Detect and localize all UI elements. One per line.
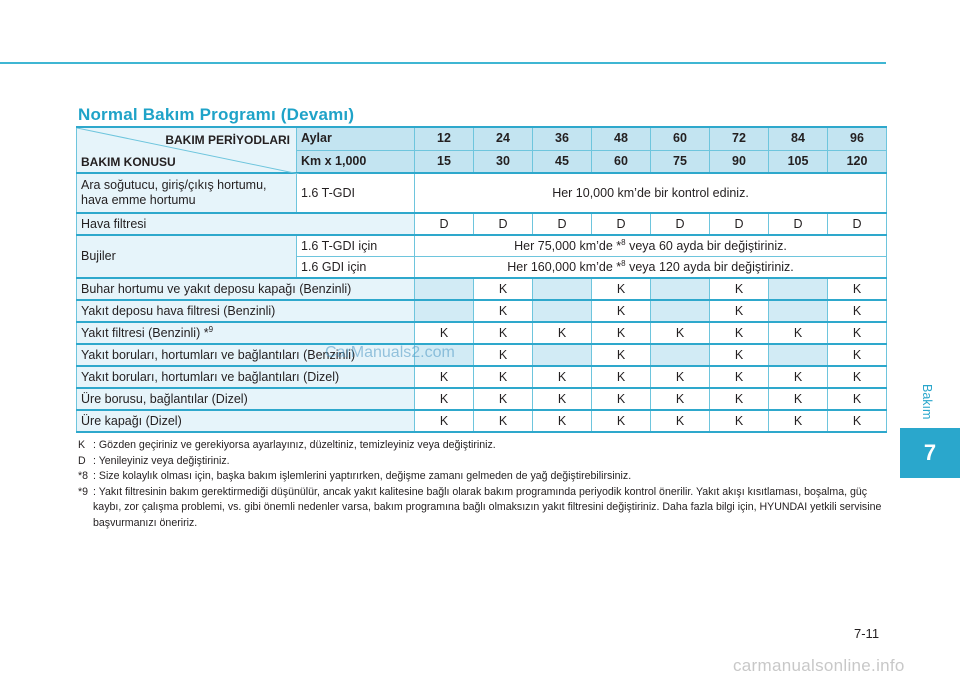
row-span-text: Her 75,000 km’de *$^8$ veya 60 ayda bir değiştiriniz. — [415, 235, 887, 257]
site-watermark: carmanualsonline.info — [733, 656, 905, 675]
row-cell: K — [592, 388, 651, 410]
note-key: K — [78, 439, 86, 451]
maintenance-table — [76, 126, 887, 433]
row-cell: K — [474, 366, 533, 388]
km-label: Km x 1,000 — [297, 150, 415, 173]
row-cell: K — [828, 322, 887, 344]
row-sub: 1.6 T-GDI — [297, 173, 415, 213]
row-cell: K — [533, 388, 592, 410]
corner-top-label: BAKIM PERİYODLARI — [165, 133, 290, 147]
row-cell: K — [651, 366, 710, 388]
row-cell — [415, 278, 474, 300]
row-cell: K — [828, 344, 887, 366]
row-cell: K — [828, 300, 887, 322]
corner-cell — [77, 127, 297, 173]
note-item — [78, 454, 886, 470]
note-key: D — [78, 454, 86, 467]
row-name: Yakıt filtresi (Benzinli) *$^9$ — [77, 322, 415, 344]
row-cell: K — [769, 410, 828, 432]
row-cell: K — [415, 322, 474, 344]
table-row — [77, 278, 887, 300]
table-row — [77, 344, 887, 366]
row-cell: K — [474, 278, 533, 300]
row-cell — [651, 344, 710, 366]
month-cell: 24 — [474, 127, 533, 150]
note-item — [78, 469, 886, 485]
row-cell: K — [710, 388, 769, 410]
row-cell: D — [415, 213, 474, 235]
km-cell: 75 — [651, 150, 710, 173]
row-name: Üre kapağı (Dizel) — [77, 410, 415, 432]
row-cell: K — [710, 300, 769, 322]
row-name: Yakıt boruları, hortumları ve bağlantıları (Benzinli) — [77, 344, 415, 366]
row-cell: K — [651, 410, 710, 432]
chapter-side-label: Bakım — [920, 384, 934, 420]
row-cell: K — [474, 410, 533, 432]
row-cell: K — [592, 344, 651, 366]
month-cell: 12 — [415, 127, 474, 150]
km-cell: 120 — [828, 150, 887, 173]
row-name: Buhar hortumu ve yakıt deposu kapağı (Benzinli) — [77, 278, 415, 300]
row-cell — [769, 344, 828, 366]
row-cell — [651, 278, 710, 300]
row-cell: K — [651, 322, 710, 344]
note-text: : Size kolaylık olması için, başka bakım işlemlerini yaptırırken, değişme zamanı gelmeden de yağ değiştirebilirsiniz. — [93, 470, 632, 482]
row-sub: 1.6 T-GDI için — [297, 235, 415, 257]
top-rule — [0, 62, 886, 64]
table-row — [77, 410, 887, 432]
month-cell: 72 — [710, 127, 769, 150]
row-cell: K — [592, 300, 651, 322]
row-cell: K — [415, 410, 474, 432]
watermark: CarManuals2.com — [325, 344, 455, 361]
km-cell: 30 — [474, 150, 533, 173]
table-row — [77, 366, 887, 388]
row-cell: K — [474, 300, 533, 322]
months-label: Aylar — [297, 127, 415, 150]
row-cell: K — [415, 388, 474, 410]
row-cell: K — [592, 366, 651, 388]
row-cell: D — [474, 213, 533, 235]
page-number: 7-11 — [854, 626, 880, 641]
row-cell: K — [828, 366, 887, 388]
row-cell — [769, 300, 828, 322]
row-cell: D — [592, 213, 651, 235]
row-cell: K — [828, 388, 887, 410]
month-cell: 48 — [592, 127, 651, 150]
km-cell: 90 — [710, 150, 769, 173]
km-cell: 45 — [533, 150, 592, 173]
row-name: Hava filtresi — [77, 213, 415, 235]
km-cell: 60 — [592, 150, 651, 173]
month-cell: 36 — [533, 127, 592, 150]
row-cell: K — [592, 278, 651, 300]
row-span-text: Her 160,000 km’de *$^8$ veya 120 ayda bir değiştiriniz. — [415, 257, 887, 279]
row-name: Yakıt boruları, hortumları ve bağlantıları (Dizel) — [77, 366, 415, 388]
row-cell: K — [710, 278, 769, 300]
row-cell: K — [769, 388, 828, 410]
note-item — [78, 438, 886, 454]
note-item — [78, 485, 886, 532]
row-name: Üre borusu, bağlantılar (Dizel) — [77, 388, 415, 410]
legend-notes — [78, 438, 886, 531]
row-cell: D — [533, 213, 592, 235]
row-cell: K — [592, 322, 651, 344]
row-cell — [533, 344, 592, 366]
row-cell: K — [533, 322, 592, 344]
row-cell: K — [533, 366, 592, 388]
table-row — [77, 213, 887, 235]
corner-bottom-label: BAKIM KONUSU — [81, 155, 176, 169]
row-cell — [533, 278, 592, 300]
row-cell: K — [828, 278, 887, 300]
note-text: : Yakıt filtresinin bakım gerektirmediği düşünülür, ancak yakıt kalitesine bağlı olarak bakım programında periyodik kontrol önerilir. Yakıt akışı kısıtlaması, boşalma, güç kaybı, zor çalışma problemi, vs. gibi önemli nedenler varsa, bakım programına bağlı olmaksızın yakıt filtresini değiştiriniz. Daha fazla bilgi için, HYUNDAI yetkili servisine başvurmanızı öneririz. — [93, 485, 882, 529]
row-cell: K — [710, 366, 769, 388]
month-cell: 96 — [828, 127, 887, 150]
row-cell: D — [828, 213, 887, 235]
table-row — [77, 235, 887, 257]
row-name: Yakıt deposu hava filtresi (Benzinli) — [77, 300, 415, 322]
month-cell: 84 — [769, 127, 828, 150]
table-row — [77, 300, 887, 322]
page-title: Normal Bakım Programı (Devamı) — [78, 105, 355, 124]
note-text: : Gözden geçiriniz ve gerekiyorsa ayarlayınız, düzeltiniz, temizleyiniz veya değiştiriniz. — [93, 439, 496, 451]
row-cell: K — [769, 322, 828, 344]
row-cell: K — [474, 388, 533, 410]
row-cell: K — [710, 344, 769, 366]
row-cell: K — [710, 322, 769, 344]
row-cell: K — [474, 344, 533, 366]
row-cell: D — [651, 213, 710, 235]
row-cell: K — [592, 410, 651, 432]
table-row — [77, 173, 887, 213]
table-header-months — [77, 127, 887, 150]
row-cell: D — [769, 213, 828, 235]
row-cell — [769, 278, 828, 300]
row-cell: K — [710, 410, 769, 432]
chapter-tab: 7 — [900, 428, 960, 478]
row-cell: K — [533, 410, 592, 432]
note-text: : Yenileyiniz veya değiştiriniz. — [93, 454, 230, 467]
row-cell: D — [710, 213, 769, 235]
row-cell: K — [474, 322, 533, 344]
table-row — [77, 322, 887, 344]
month-cell: 60 — [651, 127, 710, 150]
row-sub: 1.6 GDI için — [297, 257, 415, 279]
maintenance-table-wrap — [76, 126, 886, 433]
row-cell: K — [415, 366, 474, 388]
km-cell: 105 — [769, 150, 828, 173]
row-cell — [533, 300, 592, 322]
row-cell: K — [828, 410, 887, 432]
row-cell: K — [769, 366, 828, 388]
row-span-text: Her 10,000 km’de bir kontrol ediniz. — [415, 173, 887, 213]
row-cell: K — [651, 388, 710, 410]
table-row — [77, 388, 887, 410]
row-name: Ara soğutucu, giriş/çıkış hortumu, hava emme hortumu — [77, 173, 297, 213]
note-key: *9 — [78, 485, 89, 498]
note-key: *8 — [78, 470, 89, 482]
km-cell: 15 — [415, 150, 474, 173]
row-cell — [651, 300, 710, 322]
row-name: Bujiler — [77, 235, 297, 278]
row-cell — [415, 300, 474, 322]
